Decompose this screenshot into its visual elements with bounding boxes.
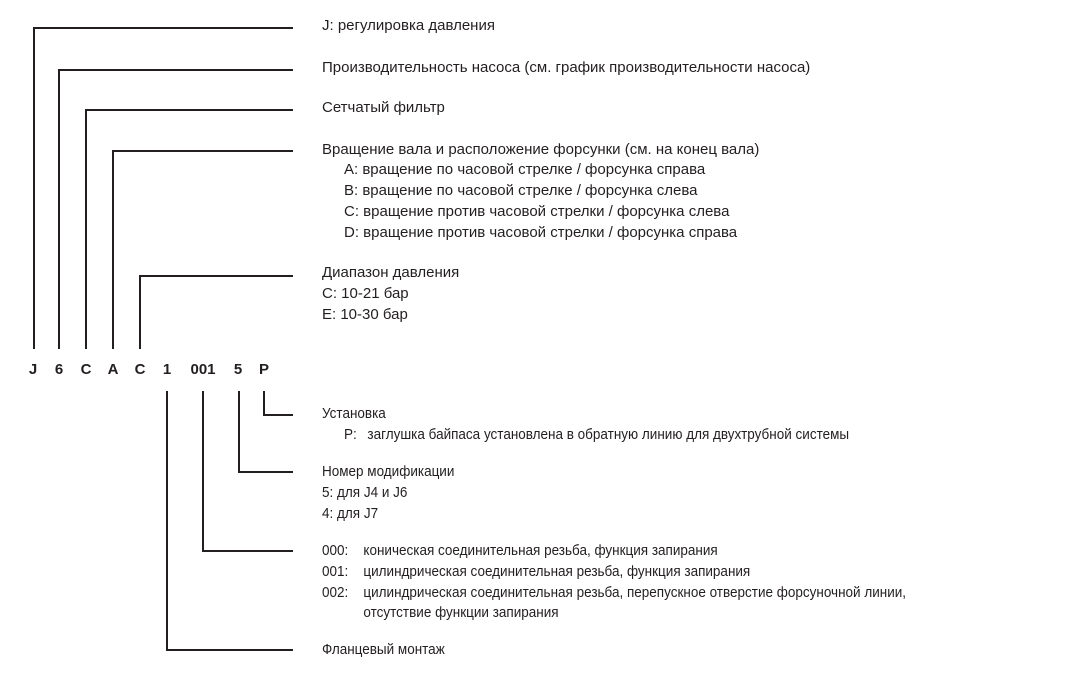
label-j: J: регулировка давления <box>322 17 495 34</box>
label-pressure-title: Диапазон давления <box>322 264 460 281</box>
pressure-option-c: C: 10-21 бар <box>322 285 409 302</box>
code-char-modification: 5 <box>233 361 243 378</box>
leader-line-installation <box>264 391 293 415</box>
installation-option-p <box>344 425 849 445</box>
installation-option-text: заглушка байпаса установлена в обратную линию для двухтрубной системы <box>367 426 850 443</box>
code-char-filter: C <box>80 361 92 378</box>
code-char-pressure: C <box>134 361 146 378</box>
label-rotation-title: Вращение вала и расположение форсунки (см. на конец вала) <box>322 141 760 158</box>
label-mounting: Фланцевый монтаж <box>322 641 445 658</box>
rotation-option-c: C: вращение против часовой стрелки / форсунка слева <box>344 203 730 220</box>
thread-text-000: коническая соединительная резьба, функция запирания <box>363 542 718 559</box>
code-char-j: J <box>28 361 38 378</box>
thread-option-002 <box>322 583 906 603</box>
rotation-option-b: B: вращение по часовой стрелке / форсунка слева <box>344 182 698 199</box>
thread-code-000: 000: <box>322 542 349 559</box>
thread-text-002-continuation: отсутствие функции запирания <box>363 604 559 621</box>
modification-option-4: 4: для J7 <box>322 505 379 522</box>
pressure-option-e: E: 10-30 бар <box>322 306 408 323</box>
label-filter: Сетчатый фильтр <box>322 99 445 116</box>
code-char-thread: 001 <box>190 361 216 378</box>
modification-option-5: 5: для J4 и J6 <box>322 484 408 501</box>
leader-line-capacity <box>59 70 293 349</box>
rotation-option-d: D: вращение против часовой стрелки / форсунка справа <box>344 224 738 241</box>
rotation-option-a: A: вращение по часовой стрелке / форсунка справа <box>344 161 706 178</box>
thread-text-002: цилиндрическая соединительная резьба, перепускное отверстие форсуночной линии, <box>363 584 907 601</box>
code-char-capacity: 6 <box>54 361 64 378</box>
leader-line-pressure <box>140 276 293 349</box>
thread-code-002: 002: <box>322 584 349 601</box>
thread-text-001: цилиндрическая соединительная резьба, функция запирания <box>363 563 751 580</box>
code-char-installation: P <box>258 361 270 378</box>
leader-line-filter <box>86 110 293 349</box>
label-capacity: Производительность насоса (см. график производительности насоса) <box>322 59 811 76</box>
thread-code-001: 001: <box>322 563 349 580</box>
label-installation-title: Установка <box>322 405 386 422</box>
label-modification-title: Номер модификации <box>322 463 455 480</box>
installation-option-code: P: <box>344 426 357 443</box>
leader-line-j <box>34 28 293 349</box>
code-char-mounting: 1 <box>162 361 172 378</box>
thread-option-000 <box>322 541 718 561</box>
code-char-rotation: A <box>107 361 119 378</box>
leader-line-mounting <box>167 391 293 650</box>
thread-option-001 <box>322 562 750 582</box>
thread-option-002-continuation <box>322 603 559 623</box>
leader-line-modification <box>239 391 293 472</box>
